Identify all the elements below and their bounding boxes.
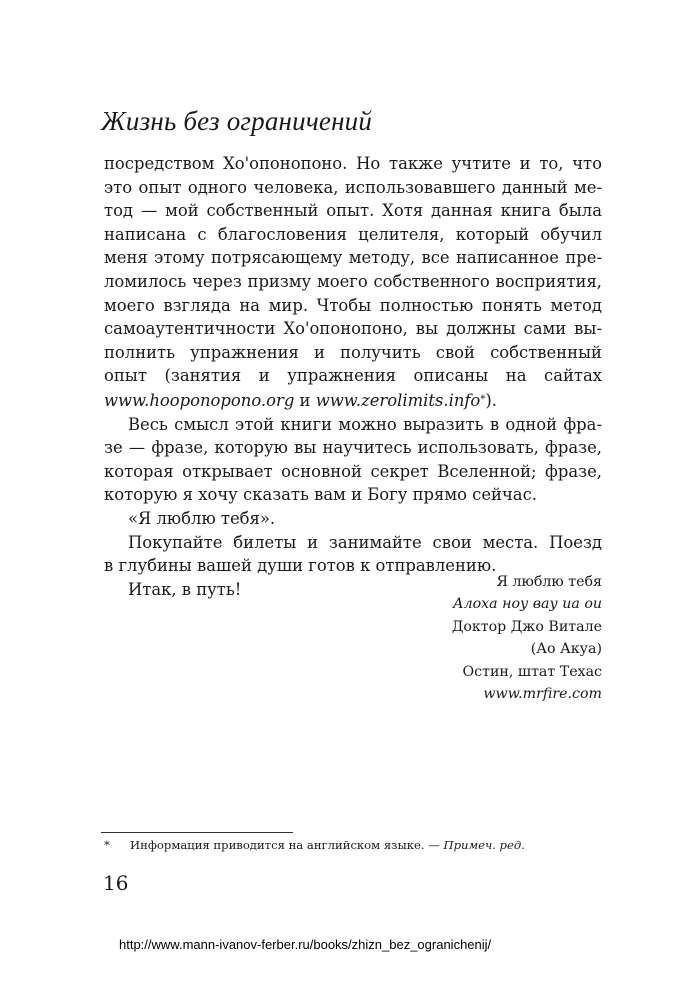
footnote	[104, 837, 525, 853]
mrfire-site-link[interactable]: www.mrfire.com	[483, 686, 602, 703]
text-line: это опыт одного человека, использовавшего данный ме-	[104, 177, 602, 197]
running-header-title: Жизнь без ограничений	[101, 106, 373, 136]
text-line: которую я хочу сказать вам и Богу прямо сейчас.	[104, 485, 537, 505]
text-line: Покупайте билеты и занимайте свои места. Поезд	[128, 532, 602, 552]
text-line: тод — мой собственный опыт. Хотя данная книга была	[104, 201, 602, 221]
footnote-mark: *	[104, 838, 110, 852]
text-line: которая открывает основной секрет Вселенной; фразе,	[104, 461, 602, 481]
zerolimits-site-link[interactable]: www.zerolimits.info	[315, 390, 481, 410]
footnote-divider	[101, 832, 293, 833]
closing-paragraph: Итак, в путь!	[128, 579, 242, 599]
text-line: посредством Хо'опонопоно. Но также учтите и то, что	[104, 154, 602, 173]
footnote-text: Информация приводится на английском языке. —	[130, 838, 444, 852]
text-line: написана с благословения целителя, который обучил	[104, 224, 602, 244]
signature-line: (Ао Акуа)	[530, 641, 602, 658]
signature-line: Остин, штат Техас	[462, 663, 602, 680]
text-line-with-links	[104, 388, 602, 413]
text-line: моего взгляда на мир. Чтобы полностью понять метод	[104, 295, 602, 315]
text-line: опыт (занятия и упражнения описаны на сайтах	[104, 366, 602, 386]
conjunction-text: и	[294, 390, 316, 410]
text-line: в глубины вашей души готов к отправлению.	[104, 556, 497, 576]
source-url-link[interactable]: http://www.mann-ivanov-ferber.ru/books/zhizn_bez_ogranichenij/	[119, 937, 492, 952]
signature-line: Я люблю тебя	[496, 574, 602, 590]
page-number: 16	[103, 871, 129, 895]
text-line: ломилось через призму моего собственного восприятия,	[104, 271, 602, 291]
signature-line: Доктор Джо Витале	[451, 618, 602, 635]
text-line: Весь смысл этой книги можно выразить в одной фра-	[128, 414, 602, 434]
quote-paragraph: «Я люблю тебя».	[128, 508, 276, 528]
text-line: меня этому потрясающему методу, все написанное пре-	[104, 248, 602, 268]
author-signature-block	[452, 571, 602, 705]
text-line: самоаутентичности Хо'опонопоно, вы должны сами вы-	[104, 319, 602, 339]
editor-note: Примеч. ред.	[443, 838, 525, 852]
text-line: полнить упражнения и получить свой собственный	[104, 342, 602, 362]
hooponopono-site-link[interactable]: www.hooponopono.org	[104, 390, 295, 410]
body-text	[104, 152, 602, 601]
closing-paren: ).	[485, 390, 497, 410]
text-line: зе — фразе, которую вы научитесь использовать, фразе,	[104, 438, 602, 458]
signature-line: Алоха ноу вау иа ои	[452, 596, 602, 613]
footnote-marker: *	[480, 393, 486, 405]
